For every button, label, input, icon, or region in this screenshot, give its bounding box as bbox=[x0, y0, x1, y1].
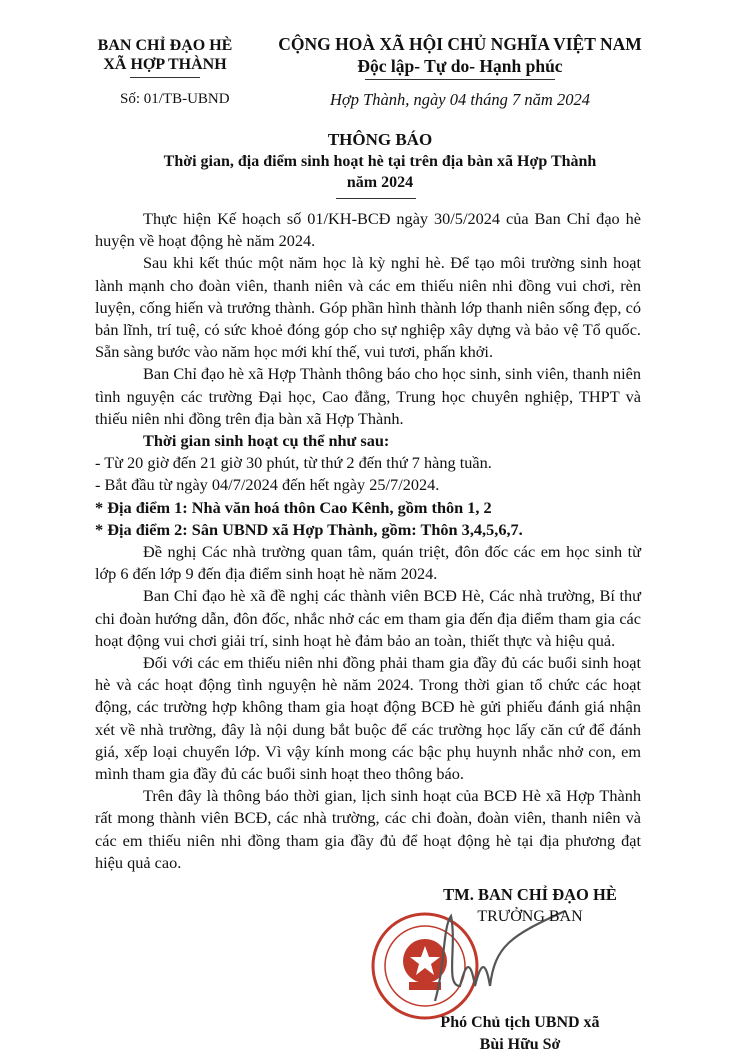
paragraph: Trên đây là thông báo thời gian, lịch sinh hoạt của BCĐ Hè xã Hợp Thành rất mong thành viên BCĐ, các nhà trường, các chi đoàn, đoàn viên, thanh niên và các em thiếu niên nhi đồng tham gia đầy đủ để hoạt động hè tại địa phương đạt hiệu quả cao. bbox=[95, 786, 641, 872]
document-subtitle: Thời gian, địa điểm sinh hoạt hè tại trên địa bàn xã Hợp Thành bbox=[163, 153, 597, 170]
issuing-org: BAN CHỈ ĐẠO HÈ XÃ HỢP THÀNH bbox=[97, 37, 233, 73]
document-title: THÔNG BÁO bbox=[327, 130, 433, 149]
document-number: Số: 01/TB-UBND bbox=[120, 91, 230, 107]
location-item: * Địa điểm 1: Nhà văn hoá thôn Cao Kênh, gồm thôn 1, 2 bbox=[95, 497, 492, 517]
org-underline bbox=[130, 77, 200, 78]
location-item: * Địa điểm 2: Sân UBND xã Hợp Thành, gồm: Thôn 3,4,5,6,7. bbox=[95, 519, 523, 539]
document-flow bbox=[95, 208, 641, 1064]
country-name: CỘNG HOÀ XÃ HỘI CHỦ NGHĨA VIỆT NAM bbox=[278, 34, 642, 54]
motto: Độc lập- Tự do- Hạnh phúc bbox=[357, 56, 563, 76]
paragraph: Ban Chỉ đạo hè xã đề nghị các thành viên BCĐ Hè, Các nhà trường, Bí thư chi đoàn hướng dẫn, đôn đốc, nhắc nhở các em tham gia đến địa điểm tham gia các hoạt động vui chơi giải trí, sinh hoạt hè đảm bảo an toàn, thiết thực và hiệu quả. bbox=[95, 586, 641, 650]
signature-on-behalf: TM. BAN CHỈ ĐẠO HÈ bbox=[443, 885, 617, 905]
place-date: Hợp Thành, ngày 04 tháng 7 năm 2024 bbox=[330, 90, 590, 109]
paragraph: Ban Chỉ đạo hè xã Hợp Thành thông báo cho học sinh, sinh viên, thanh niên tình nguyện các trường Đại học, Cao đẳng, Trung học chuyên nghiệp, THPT và thiếu niên nhi đồng trên địa bàn xã Hợp Thành. bbox=[95, 364, 641, 428]
document-body bbox=[95, 208, 641, 874]
signature-block bbox=[95, 884, 641, 1064]
paragraph: Đề nghị Các nhà trường quan tâm, quán triệt, đôn đốc các em học sinh từ lớp 6 đến lớp 9 đến địa điểm sinh hoạt hè năm 2024. bbox=[95, 542, 641, 584]
paragraph: Thực hiện Kế hoạch số 01/KH-BCĐ ngày 30/5/2024 của Ban Chỉ đạo hè huyện về hoạt động hè năm 2024. bbox=[95, 209, 641, 251]
paragraph: Sau khi kết thúc một năm học là kỳ nghỉ hè. Để tạo môi trường sinh hoạt lành mạnh cho đoàn viên, thanh niên và các em thiếu niên nhi đồng vui chơi, rèn luyện, cống hiến và trưởng thành. Góp phần hình thành lớp thanh niên sống đẹp, có bản lĩnh, trí tuệ, có sức khoẻ đóng góp cho sự nghiệp xây dựng và bảo vệ Tổ quốc. Sẵn sàng bước vào năm học mới khí thế, vui tươi, phấn khởi. bbox=[95, 253, 641, 362]
document-subtitle-year: năm 2024 bbox=[346, 174, 414, 191]
schedule-heading: Thời gian sinh hoạt cụ thể như sau: bbox=[143, 431, 390, 451]
signer-position: Phó Chủ tịch UBND xã bbox=[440, 1014, 600, 1032]
schedule-item: - Bắt đầu từ ngày 04/7/2024 đến hết ngày 25/7/2024. bbox=[95, 475, 440, 495]
title-underline bbox=[336, 198, 416, 199]
motto-underline bbox=[365, 79, 555, 80]
signature-role: TRƯỞNG BAN bbox=[477, 908, 583, 926]
paragraph: Đối với các em thiếu niên nhi đồng phải tham gia đầy đủ các buổi sinh hoạt hè và các hoạt động tình nguyện hè năm 2024. Trong thời gian tổ chức các hoạt động, các trường hợp không tham gia hoạt động BCĐ hè gửi phiếu đánh giá nhận xét về nhà trường, đây là nội dung bắt buộc để các trường học lấy căn cứ để đánh giá, xếp loại chuyển lớp. Vì vậy kính mong các bậc phụ huynh nhắc nhở con, em mình tham gia đầy đủ các buổi sinh hoạt theo thông báo. bbox=[95, 653, 641, 784]
signer-name: Bùi Hữu Sở bbox=[479, 1036, 561, 1054]
schedule-item: - Từ 20 giờ đến 21 giờ 30 phút, từ thứ 2 đến thứ 7 hàng tuần. bbox=[95, 453, 492, 473]
